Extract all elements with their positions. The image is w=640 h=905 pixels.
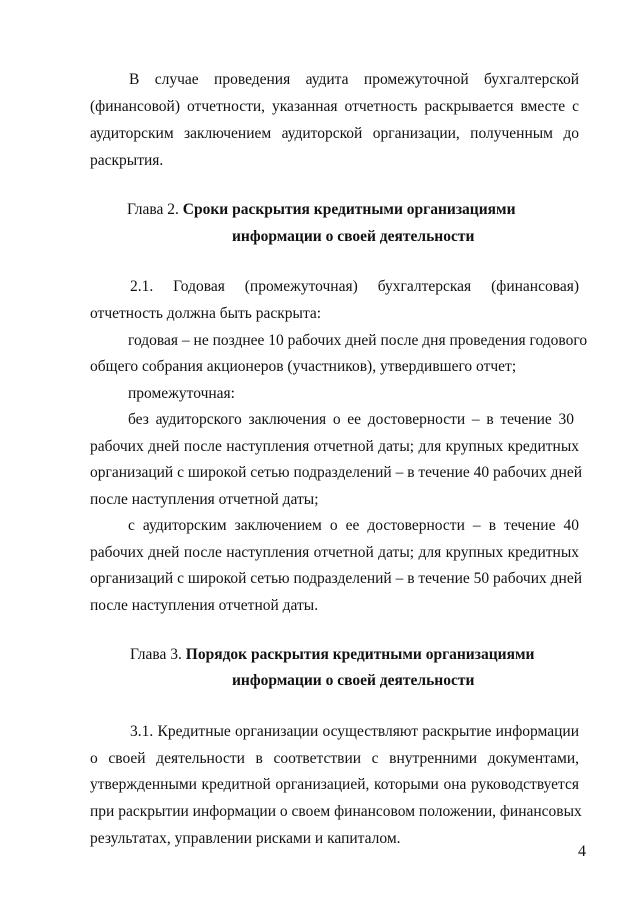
chapter-2-line: годовая – не позднее 10 рабочих дней после дня проведения годового bbox=[128, 332, 588, 349]
chapter-2-heading bbox=[127, 200, 516, 220]
chapter-2-line: организаций с широкой сетью подразделений – в течение 50 рабочих дней bbox=[90, 570, 582, 587]
chapter-3-line: утвержденными кредитной организацией, которыми она руководствуется bbox=[90, 776, 579, 793]
intro-line: (финансовой) отчетности, указанная отчетность раскрывается вместе с bbox=[90, 98, 579, 115]
chapter-2-line: общего собрания акционеров (участников), утвердившего отчет; bbox=[90, 358, 517, 375]
chapter-2-prefix: Глава 2. bbox=[127, 201, 179, 218]
intro-line: В случае проведения аудита промежуточной бухгалтерской bbox=[129, 71, 579, 88]
chapter-2-line: организаций с широкой сетью подразделений – в течение 40 рабочих дней bbox=[90, 464, 582, 481]
chapter-2-line: промежуточная: bbox=[128, 385, 235, 402]
chapter-2-title: Сроки раскрытия кредитными организациями bbox=[182, 201, 516, 218]
intro-line: аудиторским заключением аудиторской организации, полученным до bbox=[90, 125, 579, 142]
chapter-2-line: рабочих дней после наступления отчетной даты; для крупных кредитных bbox=[90, 438, 579, 455]
chapter-2-line: отчетность должна быть раскрыта: bbox=[90, 305, 322, 322]
chapter-2-line: без аудиторского заключения о ее достоверности – в течение 30 bbox=[128, 411, 574, 428]
chapter-2-title-line2: информации о своей деятельности bbox=[232, 228, 475, 245]
chapter-3-title: Порядок раскрытия кредитными организациями bbox=[185, 646, 535, 663]
chapter-3-line: результатах, управлении рисками и капиталом. bbox=[90, 830, 401, 847]
chapter-2-line: после наступления отчетной даты. bbox=[90, 597, 319, 614]
chapter-3-line: 3.1. Кредитные организации осуществляют раскрытие информации bbox=[130, 723, 579, 740]
page-number: 4 bbox=[578, 843, 586, 860]
chapter-2-line: с аудиторским заключением о ее достоверности – в течение 40 bbox=[128, 517, 579, 534]
chapter-3-heading bbox=[130, 645, 534, 665]
intro-line: раскрытия. bbox=[90, 152, 164, 169]
chapter-3-line: о своей деятельности в соответствии с внутренними документами, bbox=[90, 750, 579, 767]
chapter-3-line: при раскрытии информации о своем финансовом положении, финансовых bbox=[90, 803, 582, 820]
chapter-3-title-line2: информации о своей деятельности bbox=[232, 672, 475, 689]
chapter-2-line: рабочих дней после наступления отчетной даты; для крупных кредитных bbox=[90, 544, 579, 561]
chapter-2-line: 2.1. Годовая (промежуточная) бухгалтерская (финансовая) bbox=[130, 278, 579, 295]
chapter-3-prefix: Глава 3. bbox=[130, 646, 182, 663]
chapter-2-line: после наступления отчетной даты; bbox=[90, 491, 319, 508]
